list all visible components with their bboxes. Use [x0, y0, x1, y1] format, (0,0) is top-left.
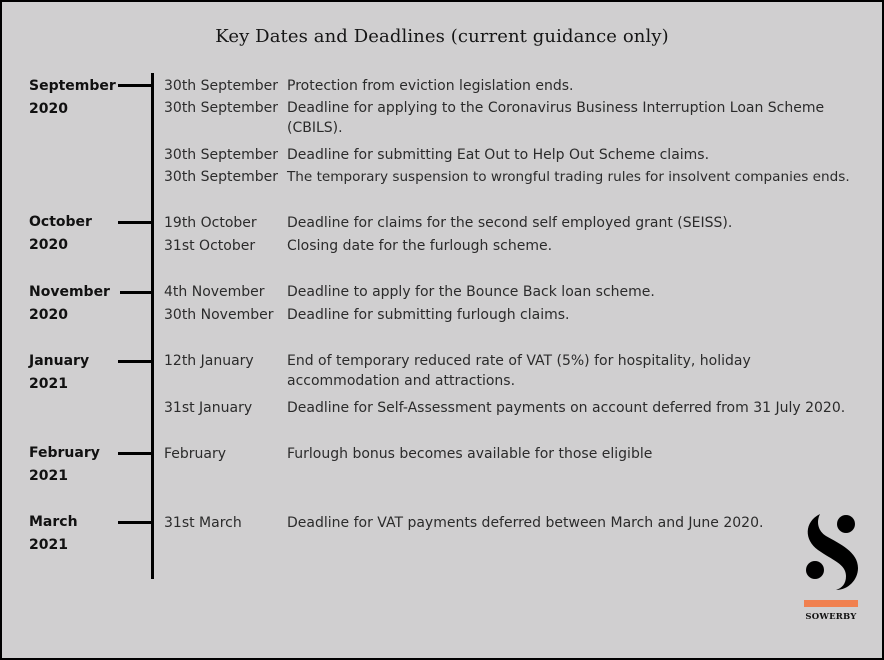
item-description: Protection from eviction legislation ends.	[287, 78, 574, 94]
item-description: Deadline for submitting furlough claims.	[287, 307, 570, 323]
month-name: October	[29, 214, 92, 230]
item-description: Deadline for Self-Assessment payments on account deferred from 31 July 2020.	[287, 400, 846, 416]
item-description: Deadline for submitting Eat Out to Help Out Scheme claims.	[287, 147, 710, 163]
timeline-tick	[118, 221, 152, 224]
item-description: The temporary suspension to wrongful trading rules for insolvent companies ends.	[287, 169, 850, 185]
timeline-tick	[118, 521, 152, 524]
item-date: February	[164, 446, 227, 462]
month-name: January	[29, 353, 90, 369]
month-name: September	[29, 78, 116, 94]
timeline-tick	[118, 452, 152, 455]
month-label	[29, 75, 116, 121]
item-date: 30th September	[164, 100, 279, 116]
month-name: February	[29, 445, 100, 461]
timeline-tick	[118, 84, 152, 87]
item-description: End of temporary reduced rate of VAT (5%) for hospitality, holiday accommodation and attractions.	[287, 353, 751, 389]
item-date: 4th November	[164, 284, 265, 300]
month-year: 2020	[29, 101, 68, 117]
brand-accent-bar	[804, 600, 858, 607]
brand-name: SOWERBY	[805, 612, 857, 622]
month-year: 2020	[29, 237, 68, 253]
item-date: 31st October	[164, 238, 256, 254]
month-name: November	[29, 284, 110, 300]
item-description: Deadline for claims for the second self employed grant (SEISS).	[287, 215, 733, 231]
item-date: 31st March	[164, 515, 242, 531]
item-date: 12th January	[164, 353, 254, 369]
timeline-spine	[151, 73, 154, 579]
month-year: 2021	[29, 537, 68, 553]
month-year: 2020	[29, 307, 68, 323]
item-description: Deadline for VAT payments deferred between March and June 2020.	[287, 515, 764, 531]
item-date: 30th September	[164, 78, 279, 94]
month-label	[29, 281, 110, 327]
month-label	[29, 350, 89, 396]
month-year: 2021	[29, 376, 68, 392]
month-year: 2021	[29, 468, 68, 484]
timeline-tick	[120, 291, 152, 294]
month-label	[29, 442, 100, 488]
page-title: Key Dates and Deadlines (current guidance only)	[215, 26, 669, 47]
item-description: Deadline to apply for the Bounce Back loan scheme.	[287, 284, 655, 300]
month-label	[29, 211, 92, 257]
item-description: Furlough bonus becomes available for those eligible	[287, 446, 653, 462]
item-date: 31st January	[164, 400, 253, 416]
item-description: Deadline for applying to the Coronavirus Business Interruption Loan Scheme (CBILS).	[287, 100, 825, 136]
month-name: March	[29, 514, 78, 530]
item-date: 30th November	[164, 307, 274, 323]
item-description: Closing date for the furlough scheme.	[287, 238, 553, 254]
timeline-tick	[118, 360, 152, 363]
item-date: 30th September	[164, 169, 279, 185]
month-label	[29, 511, 78, 557]
item-date: 19th October	[164, 215, 257, 231]
item-date: 30th September	[164, 147, 279, 163]
